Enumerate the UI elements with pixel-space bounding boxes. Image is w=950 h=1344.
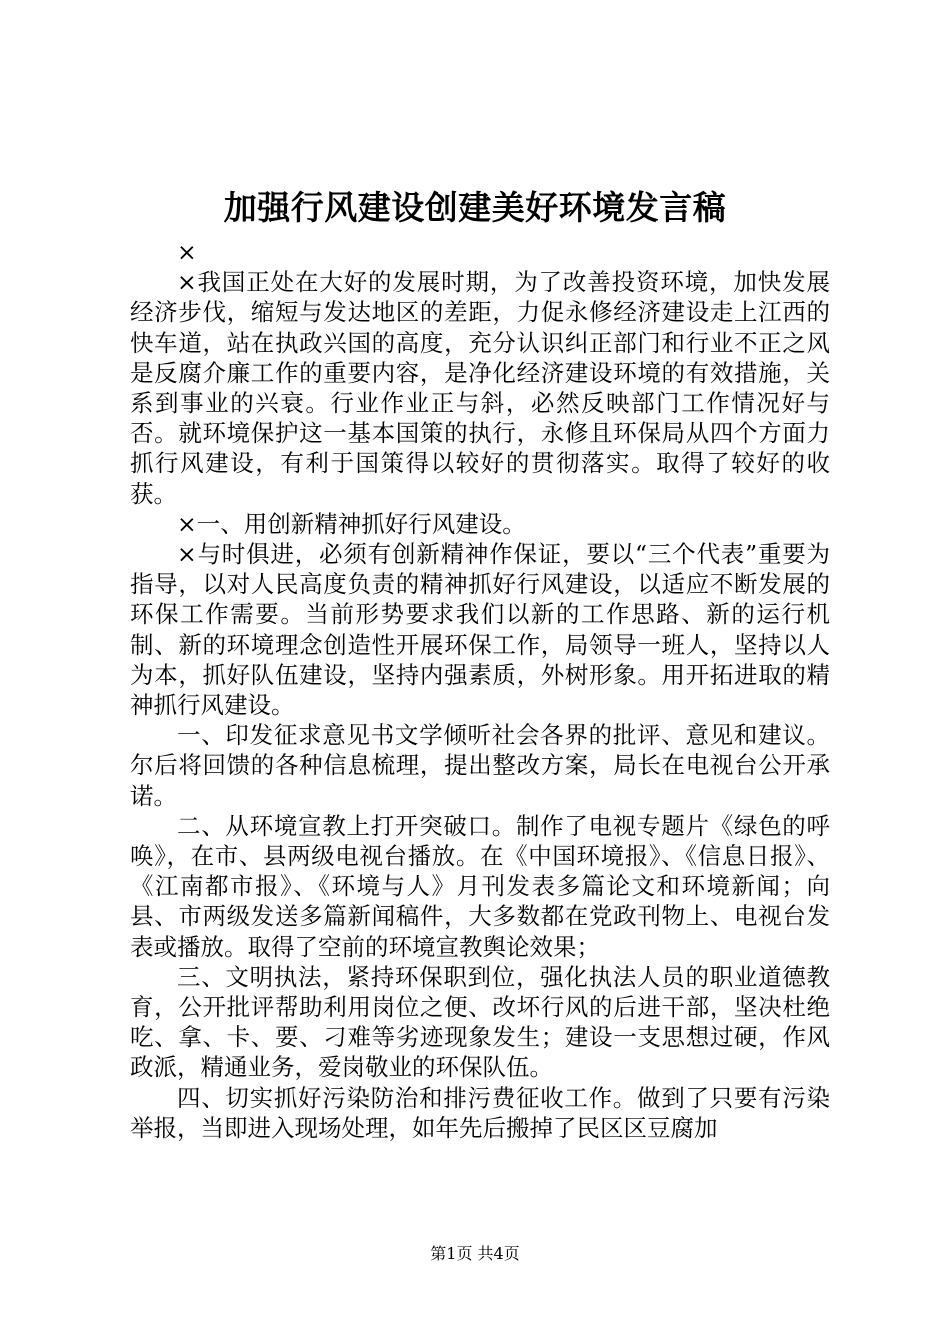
page-footer: 第1页 共4页 [430,1244,520,1263]
document-body [130,237,830,1143]
paragraph-heading-1: ×一、用创新精神抓好行风建设。 [177,509,526,538]
paragraph-item-4: 四、切实抓好污染防治和排污费征收工作。做到了只要有污染举报，当即进入现场处理，如年先后搬掉了民区区豆腐加 [130,1083,830,1142]
document-title: 加强行风建设创建美好环境发言稿 [223,188,727,227]
paragraph-item-1: 一、印发征求意见书文学倾听社会各界的批评、意见和建议。尔后将回馈的各种信息梳理，提出整改方案，局长在电视台公开承诺。 [130,721,830,810]
paragraph-intro: ×我国正处在大好的发展时期，为了改善投资环境，加快发展经济步伐，缩短与发达地区的差距，力促永修经济建设走上江西的快车道，站在执政兴国的高度，充分认识纠正部门和行业不正之风是反腐介廉工作的重要内容，是净化经济建设环境的有效措施，关系到事业的兴衰。行业作业正与斜，必然反映部门工作情况好与否。就环境保护这一基本国策的执行，永修且环保局从四个方面力抓行风建设，有利于国策得以较好的贯彻落实。取得了较好的收获。 [130,268,830,508]
paragraph-marker: × [177,238,197,266]
paragraph-item-3: 三、文明执法，紧持环保职到位，强化执法人员的职业道德教育，公开批评帮助利用岗位之便、改坏行风的后进干部，坚决杜绝吃、拿、卡、要、刁难等劣迹现象发生；建设一支思想过硬，作风政派，精通业务，爱岗敬业的环保队伍。 [130,962,830,1082]
paragraph-innovation: ×与时俱进，必须有创新精神作保证，要以“三个代表”重要为指导，以对人民高度负责的精神抓好行风建设，以适应不断发展的环保工作需要。当前形势要求我们以新的工作思路、新的运行机制、新的环境理念创造性开展环保工作，局领导一班人，坚持以人为本，抓好队伍建设，坚持内强素质，外树形象。用开拓进取的精神抓行风建设。 [130,540,830,720]
paragraph-item-2: 二、从环境宣教上打开突破口。制作了电视专题片《绿色的呼唤》，在市、县两级电视台播放。在《中国环境报》、《信息日报》、《江南都市报》、《环境与人》月刊发表多篇论文和环境新闻；向县、市两级发送多篇新闻稿件，大多数都在党政刊物上、电视台发表或播放。取得了空前的环境宣教舆论效果； [130,811,830,961]
